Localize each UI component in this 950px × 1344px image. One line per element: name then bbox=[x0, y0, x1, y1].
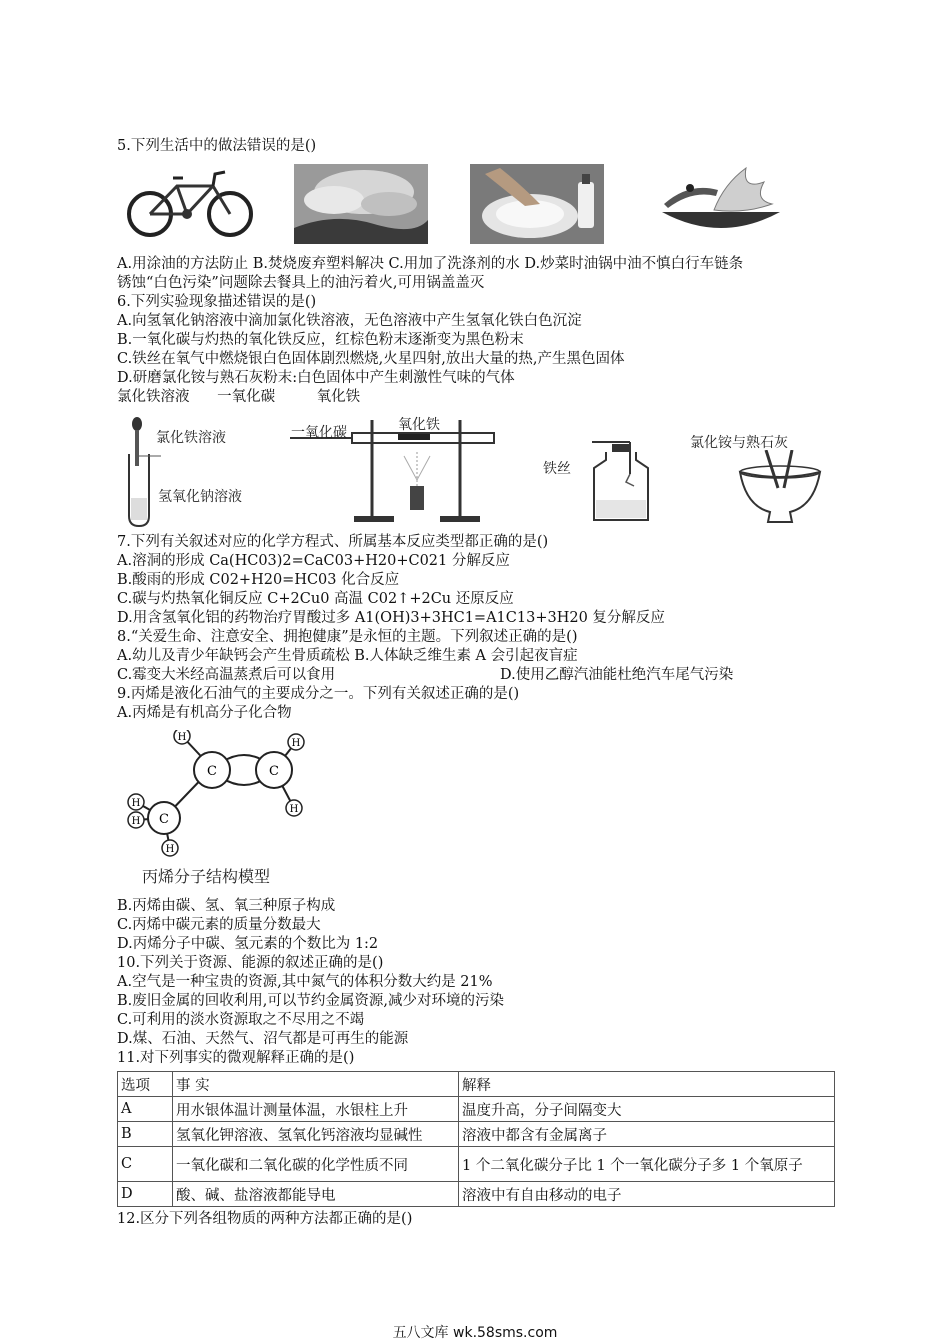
q11-table bbox=[117, 1071, 835, 1207]
explanation-cell: 1 个二氧化碳分子比 1 个一氧化碳分子多 1 个氧原子 bbox=[459, 1147, 835, 1182]
nh4cl-label: 氯化铵与熟石灰 bbox=[690, 435, 788, 451]
table-row bbox=[118, 1122, 835, 1147]
iron-wire-bottle bbox=[586, 416, 656, 522]
q8-option-c: C.霉变大米经高温蒸煮后可以食用 bbox=[117, 667, 336, 683]
q7-option-c: C.碳与灼热氧化铜反应 C+2Cu0 高温 C02↑+2Cu 还原反应 bbox=[117, 591, 514, 607]
q8-option-ab: A.幼儿及青少年缺钙会产生骨质疏松 B.人体缺乏维生素 A 会引起夜盲症 bbox=[117, 648, 578, 664]
q5-options-line1: A.用涂油的方法防止 B.焚烧废弃塑料解决 C.用加了洗涤剂的水 D.炒菜时油锅中油不慎白行车链条 bbox=[117, 256, 744, 272]
q7-title: 7.下列有关叙述对应的化学方程式、所属基本反应类型都正确的是() bbox=[117, 534, 549, 550]
atom-h: H bbox=[177, 732, 187, 743]
q9-option-b: B.丙烯由碳、氢、氧三种原子构成 bbox=[117, 898, 336, 914]
q7-option-a: A.溶洞的形成 Ca(HC03)2=CaC03+H20+C021 分解反应 bbox=[117, 553, 510, 569]
fact-cell: 一氧化碳和二氧化碳的化学性质不同 bbox=[173, 1147, 459, 1182]
atom-h: H bbox=[291, 738, 301, 749]
bicycle-photo bbox=[125, 164, 255, 238]
naoh-label: 氢氧化钠溶液 bbox=[158, 489, 242, 505]
q6-option-b: B.一氧化碳与灼热的氧化铁反应，红棕色粉末逐渐变为黑色粉末 bbox=[117, 332, 524, 348]
propene-model-caption: 丙烯分子结构模型 bbox=[142, 867, 271, 886]
washing-dishes-photo bbox=[470, 164, 604, 244]
option-cell: D bbox=[118, 1182, 173, 1207]
q6-figure-caption: 氯化铁溶液 一氧化碳 氧化铁 bbox=[117, 389, 361, 405]
propene-model bbox=[124, 730, 344, 890]
explanation-cell: 温度升高，分子间隔变大 bbox=[459, 1097, 835, 1122]
wok-fire-photo bbox=[654, 164, 788, 244]
option-cell: B bbox=[118, 1122, 173, 1147]
q8-option-d: D.使用乙醇汽油能杜绝汽车尾气污染 bbox=[500, 667, 734, 683]
q9-title: 9.丙烯是液化石油气的主要成分之一。下列有关叙述正确的是() bbox=[117, 686, 520, 702]
fe-wire-label: 铁丝 bbox=[543, 461, 571, 477]
q8-title: 8.“关爱生命、注意安全、拥抱健康”是永恒的主题。下列叙述正确的是() bbox=[117, 629, 578, 645]
q10-option-b: B.废旧金属的回收利用,可以节约金属资源,减少对环境的污染 bbox=[117, 993, 504, 1009]
header-cell: 解释 bbox=[459, 1072, 835, 1097]
fecl3-label: 氯化铁溶液 bbox=[156, 430, 226, 446]
header-cell: 选项 bbox=[118, 1072, 173, 1097]
fe2o3-label: 氧化铁 bbox=[398, 417, 440, 433]
atom-c: C bbox=[159, 812, 169, 827]
atom-h: H bbox=[165, 844, 175, 855]
q6-title: 6.下列实验现象描述错误的是() bbox=[117, 294, 317, 310]
burning-plastic-photo bbox=[294, 164, 428, 244]
fact-cell: 氢氧化钾溶液、氢氧化钙溶液均显碱性 bbox=[173, 1122, 459, 1147]
atom-h: H bbox=[289, 804, 299, 815]
q7-option-d: D.用含氢氧化铝的药物治疗胃酸过多 A1(OH)3+3HC1=A1C13+3H20 复分解反应 bbox=[117, 610, 665, 626]
q6-option-a: A.向氢氧化钠溶液中滴加氯化铁溶液，无色溶液中产生氢氧化铁白色沉淀 bbox=[117, 313, 582, 329]
q9-option-c: C.丙烯中碳元素的质量分数最大 bbox=[117, 917, 321, 933]
option-cell: A bbox=[118, 1097, 173, 1122]
q11-title: 11.对下列事实的微观解释正确的是() bbox=[117, 1050, 355, 1066]
explanation-cell: 溶液中都含有金属离子 bbox=[459, 1122, 835, 1147]
q7-option-b: B.酸雨的形成 C02+H20=HC03 化合反应 bbox=[117, 572, 400, 588]
fact-cell: 酸、碱、盐溶液都能导电 bbox=[173, 1182, 459, 1207]
q9-option-d: D.丙烯分子中碳、氢元素的个数比为 1:2 bbox=[117, 936, 379, 952]
q10-option-d: D.煤、石油、天然气、沼气都是可再生的能源 bbox=[117, 1031, 409, 1047]
atom-c: C bbox=[269, 764, 279, 779]
atom-c: C bbox=[207, 764, 217, 779]
table-row bbox=[118, 1097, 835, 1122]
option-cell: C bbox=[118, 1147, 173, 1182]
q5-title: 5.下列生活中的做法错误的是() bbox=[117, 138, 317, 154]
q10-option-a: A.空气是一种宝贵的资源,其中氮气的体积分数大约是 21% bbox=[117, 974, 493, 990]
q12-title: 12.区分下列各组物质的两种方法都正确的是() bbox=[117, 1211, 413, 1227]
explanation-cell: 溶液中有自由移动的电子 bbox=[459, 1182, 835, 1207]
q6-option-d: D.研磨氯化铵与熟石灰粉末:白色固体中产生刺激性气味的气体 bbox=[117, 370, 515, 386]
q5-options-line2: 锈蚀“白色污染”问题除去餐具上的油污着火,可用锅盖盖灭 bbox=[117, 275, 485, 291]
fact-cell: 用水银体温计测量体温，水银柱上升 bbox=[173, 1097, 459, 1122]
mortar-pestle-figure bbox=[738, 450, 822, 524]
header-cell: 事 实 bbox=[173, 1072, 459, 1097]
co-label: 一氧化碳 bbox=[291, 425, 347, 441]
atom-h: H bbox=[131, 816, 141, 827]
q9-option-a: A.丙烯是有机高分子化合物 bbox=[117, 705, 292, 721]
table-header-row bbox=[118, 1072, 835, 1097]
q10-option-c: C.可利用的淡水资源取之不尽用之不竭 bbox=[117, 1012, 365, 1028]
atom-h: H bbox=[131, 798, 141, 809]
page-footer: 五八文库 wk.58sms.com bbox=[392, 1325, 558, 1341]
table-row bbox=[118, 1147, 835, 1182]
table-row bbox=[118, 1182, 835, 1207]
q10-title: 10.下列关于资源、能源的叙述正确的是() bbox=[117, 955, 384, 971]
q6-option-c: C.铁丝在氧气中燃烧银白色固体剧烈燃烧,火星四射,放出大量的热,产生黑色固体 bbox=[117, 351, 625, 367]
